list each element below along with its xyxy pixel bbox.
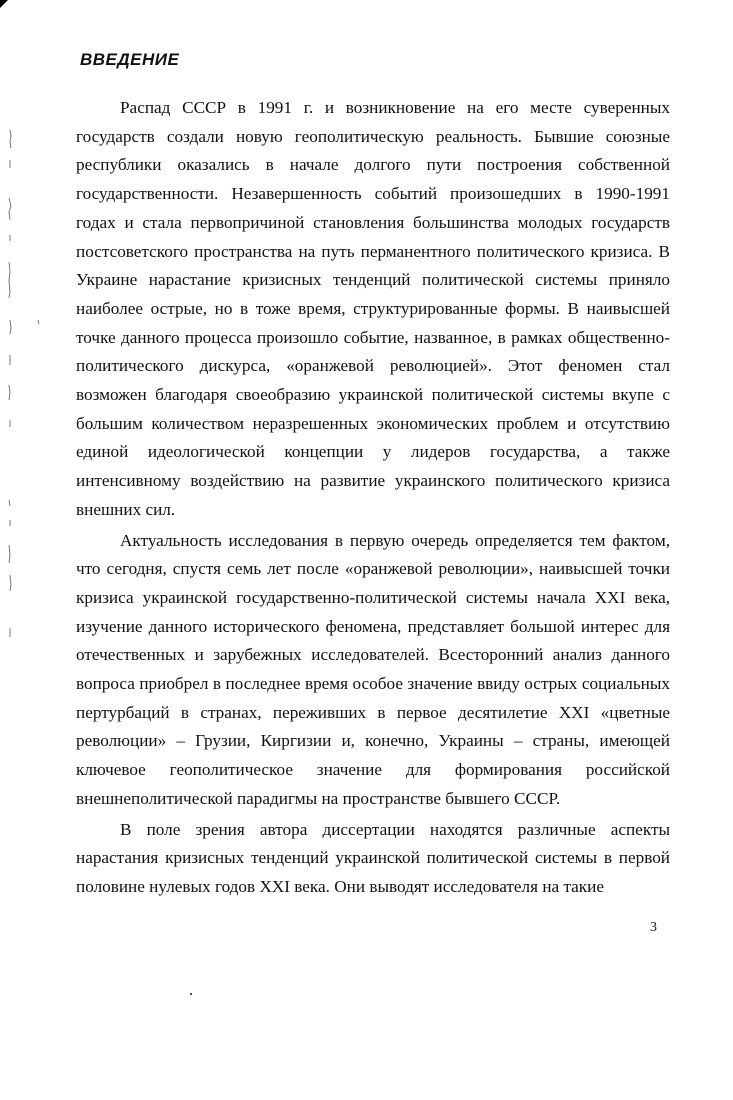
body-text — [76, 94, 670, 902]
paragraph-3: В поле зрения автора диссертации находятся различные аспекты нарастания кризисных тенденций украинской политической системы в первой половине нулевых годов XXI века. Они выводят исследователя на такие — [76, 819, 670, 896]
scan-speck — [190, 993, 192, 995]
paragraph-2: Актуальность исследования в первую очередь определяется тем фактом, что сегодня, спустя семь лет после «оранжевой революции», наивысшей точки кризиса украинской государственно-политической системы начала XXI века, изучение данного исторического феномена, представляет большой интерес для отечественных и зарубежных исследователей. Всесторонний анализ данного вопроса приобрел в последнее время особое значение ввиду острых социальных пертурбаций в странах, переживших в первое десятилетие XXI «цветные революции» – Грузии, Киргизии и, конечно, Украины – страны, имеющей ключевое геополитическое значение для формирования российской внешнеполитической парадигмы на пространстве бывшего СССР. — [76, 530, 670, 808]
scan-margin-marks — [0, 0, 40, 700]
section-heading: ВВЕДЕНИЕ — [80, 50, 180, 69]
page-number: 3 — [650, 920, 657, 935]
paragraph-1: Распад СССР в 1991 г. и возникновение на его месте суверенных государств создали новую геополитическую реальность. Бывшие союзные республики оказались в начале долгого пути построения собственной государственности. Незавершенность событий произошедших в 1990-1991 годах и стала первопричиной становления большинства молодых государств постсоветского пространства на путь перманентного политического кризиса. В Украине нарастание кризисных тенденций политической системы приняло наиболее острые, но в тоже время, структурированные формы. В наивысшей точке данного процесса произошло событие, названное, в рамках общественно-политического дискурса, «оранжевой революцией». Этот феномен стал возможен благодаря своеобразию украинской политической системы вкупе с большим количеством неразрешенных экономических проблем и отсутствию единой идеологической концепции у лидеров государства, а также интенсивному воздействию на развитие украинского политического кризиса внешних сил. — [76, 98, 670, 519]
